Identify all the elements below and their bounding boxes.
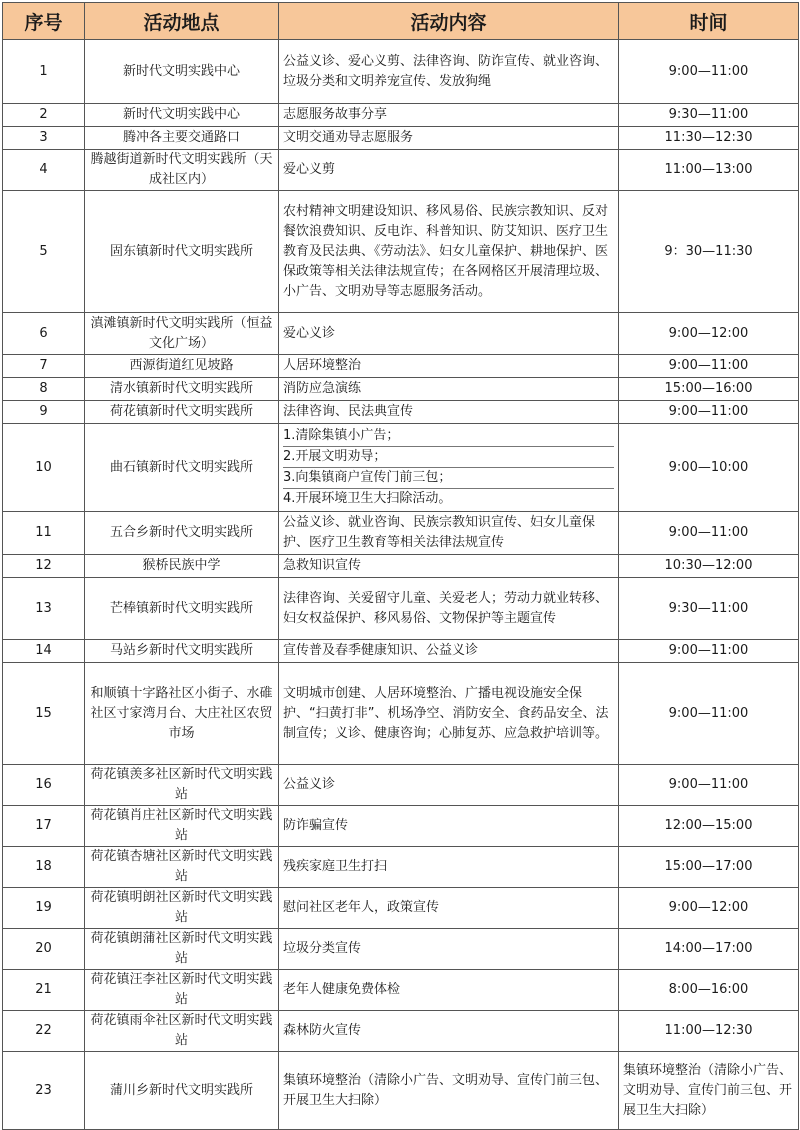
row-place: 新时代文明实践中心: [85, 40, 279, 104]
row-time: 8:00—16:00: [619, 970, 799, 1011]
list-item: 3.向集镇商户宣传门前三包；: [283, 468, 614, 489]
row-place: 曲石镇新时代文明实践所: [85, 424, 279, 512]
table-row: [3, 191, 799, 313]
table-row: [3, 663, 799, 765]
row-time: 9:00—11:00: [619, 765, 799, 806]
row-content: 人居环境整治: [279, 355, 619, 378]
row-index: 22: [3, 1011, 85, 1052]
row-content: 集镇环境整治（清除小广告、文明劝导、宣传门前三包、开展卫生大扫除）: [279, 1052, 619, 1130]
row-time: 11:30—12:30: [619, 127, 799, 150]
row-time: 9:00—11:00: [619, 663, 799, 765]
table-row: [3, 127, 799, 150]
row-content: 文明城市创建、人居环境整治、广播电视设施安全保护、“扫黄打非”、机场净空、消防安全、食药品安全、法制宣传；义诊、健康咨询；心肺复苏、应急救护培训等。: [279, 663, 619, 765]
row-time: 12:00—15:00: [619, 806, 799, 847]
row-place: 荷花镇新时代文明实践所: [85, 401, 279, 424]
row-content: 法律咨询、民法典宣传: [279, 401, 619, 424]
table-row: [3, 424, 799, 512]
row-content: 公益义诊、爱心义剪、法律咨询、防诈宣传、就业咨询、垃圾分类和文明养宠宣传、发放狗绳: [279, 40, 619, 104]
row-place: 荷花镇明朗社区新时代文明实践站: [85, 888, 279, 929]
table-row: [3, 929, 799, 970]
row-index: 21: [3, 970, 85, 1011]
row-index: 17: [3, 806, 85, 847]
row-time: 9:00—11:00: [619, 355, 799, 378]
list-item: 4.开展环境卫生大扫除活动。: [283, 491, 452, 506]
row-place: 新时代文明实践中心: [85, 104, 279, 127]
row-time: 9:30—11:00: [619, 104, 799, 127]
table-row: [3, 888, 799, 929]
header-row: [3, 3, 799, 40]
row-content: 残疾家庭卫生打扫: [279, 847, 619, 888]
row-time: 9:00—11:00: [619, 40, 799, 104]
row-place: 腾冲各主要交通路口: [85, 127, 279, 150]
row-index: 19: [3, 888, 85, 929]
row-index: 1: [3, 40, 85, 104]
row-content: 爱心义诊: [279, 313, 619, 355]
row-index: 16: [3, 765, 85, 806]
row-time: 9:00—12:00: [619, 888, 799, 929]
row-content: 公益义诊: [279, 765, 619, 806]
header-index: 序号: [3, 3, 85, 40]
row-place: 荷花镇杏塘社区新时代文明实践站: [85, 847, 279, 888]
table-row: [3, 40, 799, 104]
table-row: [3, 150, 799, 191]
row-content: 志愿服务故事分享: [279, 104, 619, 127]
table-row: [3, 847, 799, 888]
row-time: 15:00—17:00: [619, 847, 799, 888]
table-row: [3, 104, 799, 127]
list-item: 1.清除集镇小广告；: [283, 426, 614, 447]
table-row: [3, 555, 799, 578]
row-content: 农村精神文明建设知识、移风易俗、民族宗教知识、反对餐饮浪费知识、反电诈、科普知识、防艾知识、医疗卫生教育及民法典、《劳动法》、妇女儿童保护、耕地保护、医保政策等相关法律法规宣传；在各网格区开展清理垃圾、小广告、文明劝导等志愿服务活动。: [279, 191, 619, 313]
row-place: 腾越街道新时代文明实践所（天成社区内）: [85, 150, 279, 191]
row-content: 慰问社区老年人，政策宣传: [279, 888, 619, 929]
row-place: 西源街道红见坡路: [85, 355, 279, 378]
row-time: 15:00—16:00: [619, 378, 799, 401]
table-row: [3, 355, 799, 378]
row-time: 11:00—13:00: [619, 150, 799, 191]
row-content: 文明交通劝导志愿服务: [279, 127, 619, 150]
row-content-list: [279, 424, 619, 512]
row-time: 10:30—12:00: [619, 555, 799, 578]
row-content: 急救知识宣传: [279, 555, 619, 578]
row-index: 11: [3, 512, 85, 555]
row-place: 固东镇新时代文明实践所: [85, 191, 279, 313]
table-row: [3, 765, 799, 806]
row-place: 清水镇新时代文明实践所: [85, 378, 279, 401]
table-row: [3, 1052, 799, 1130]
row-content: 宣传普及春季健康知识、公益义诊: [279, 640, 619, 663]
table-row: [3, 512, 799, 555]
row-index: 3: [3, 127, 85, 150]
table-row: [3, 578, 799, 640]
row-index: 7: [3, 355, 85, 378]
row-index: 14: [3, 640, 85, 663]
row-time: 9:30—11:00: [619, 578, 799, 640]
table-row: [3, 378, 799, 401]
header-time: 时间: [619, 3, 799, 40]
row-index: 23: [3, 1052, 85, 1130]
row-place: 猴桥民族中学: [85, 555, 279, 578]
row-index: 9: [3, 401, 85, 424]
row-place: 芒棒镇新时代文明实践所: [85, 578, 279, 640]
row-index: 18: [3, 847, 85, 888]
row-place: 荷花镇肖庄社区新时代文明实践站: [85, 806, 279, 847]
row-index: 8: [3, 378, 85, 401]
row-index: 2: [3, 104, 85, 127]
header-content: 活动内容: [279, 3, 619, 40]
row-content: 防诈骗宣传: [279, 806, 619, 847]
row-index: 6: [3, 313, 85, 355]
row-place: 荷花镇羡多社区新时代文明实践站: [85, 765, 279, 806]
header-place: 活动地点: [85, 3, 279, 40]
row-content: 消防应急演练: [279, 378, 619, 401]
table-row: [3, 806, 799, 847]
row-index: 5: [3, 191, 85, 313]
row-place: 荷花镇汪李社区新时代文明实践站: [85, 970, 279, 1011]
row-index: 13: [3, 578, 85, 640]
row-content: 老年人健康免费体检: [279, 970, 619, 1011]
row-time: 9：30—11:30: [619, 191, 799, 313]
row-index: 15: [3, 663, 85, 765]
row-content: 森林防火宣传: [279, 1011, 619, 1052]
row-index: 20: [3, 929, 85, 970]
list-item: 2.开展文明劝导；: [283, 447, 614, 468]
row-index: 10: [3, 424, 85, 512]
row-time: 9:00—11:00: [619, 401, 799, 424]
row-content: 垃圾分类宣传: [279, 929, 619, 970]
row-content: 公益义诊、就业咨询、民族宗教知识宣传、妇女儿童保护、医疗卫生教育等相关法律法规宣传: [279, 512, 619, 555]
row-time: 9:00—10:00: [619, 424, 799, 512]
table-row: [3, 1011, 799, 1052]
table-row: [3, 313, 799, 355]
row-place: 马站乡新时代文明实践所: [85, 640, 279, 663]
row-time: 9:00—11:00: [619, 512, 799, 555]
row-place: 五合乡新时代文明实践所: [85, 512, 279, 555]
row-index: 4: [3, 150, 85, 191]
row-place: 荷花镇朗蒲社区新时代文明实践站: [85, 929, 279, 970]
table-row: [3, 970, 799, 1011]
row-time: 9:00—12:00: [619, 313, 799, 355]
row-place: 滇滩镇新时代文明实践所（恒益文化广场）: [85, 313, 279, 355]
row-content: 法律咨询、关爱留守儿童、关爱老人；劳动力就业转移、妇女权益保护、移风易俗、文物保护等主题宣传: [279, 578, 619, 640]
row-place: 和顺镇十字路社区小街子、水碓社区寸家湾月台、大庄社区农贸市场: [85, 663, 279, 765]
row-content: 爱心义剪: [279, 150, 619, 191]
table-row: [3, 401, 799, 424]
row-place: 荷花镇雨伞社区新时代文明实践站: [85, 1011, 279, 1052]
row-time: 14:00—17:00: [619, 929, 799, 970]
table-row: [3, 640, 799, 663]
row-time: 集镇环境整治（清除小广告、文明劝导、宣传门前三包、开展卫生大扫除）: [619, 1052, 799, 1130]
row-time: 11:00—12:30: [619, 1011, 799, 1052]
row-index: 12: [3, 555, 85, 578]
activity-schedule-table: [2, 2, 799, 1130]
row-place: 蒲川乡新时代文明实践所: [85, 1052, 279, 1130]
row-time: 9:00—11:00: [619, 640, 799, 663]
